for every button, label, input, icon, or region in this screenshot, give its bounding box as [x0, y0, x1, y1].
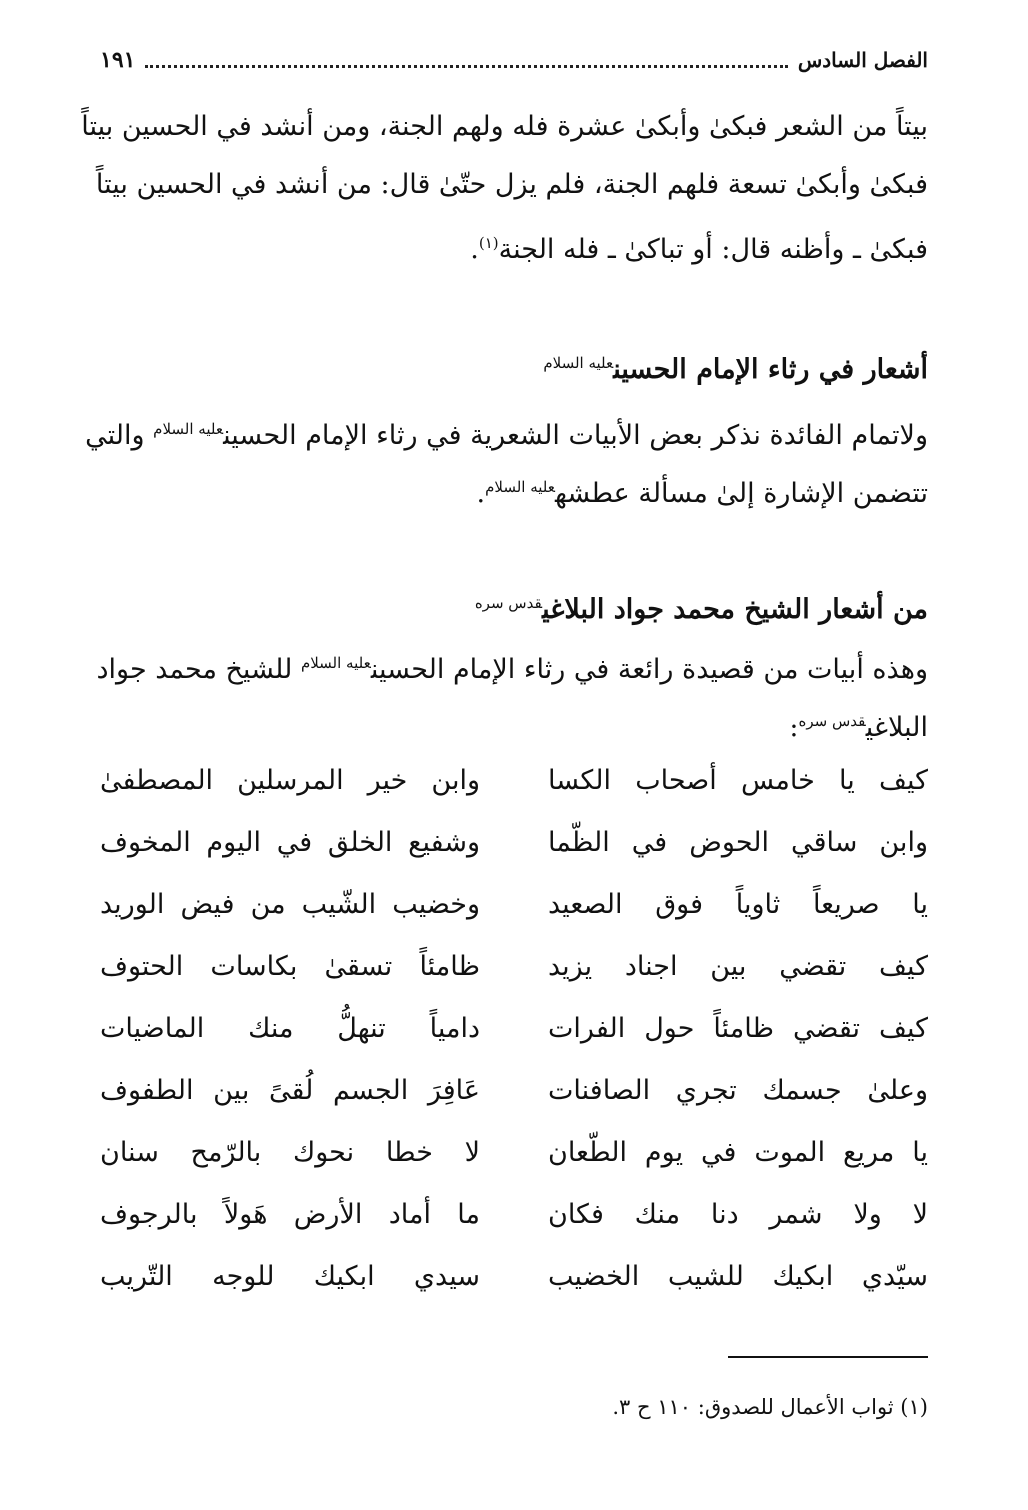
verse-first-hemistich: كيف تقضي ظامئاً حول الفرات: [548, 1013, 928, 1044]
section-heading-husain-elegy: [100, 334, 928, 392]
poem-verse: [100, 1246, 928, 1308]
poem-verse: [100, 1122, 928, 1184]
poem-verse: [100, 750, 928, 812]
poem-verse: [100, 812, 928, 874]
honorific-glyph: قدس سره: [798, 712, 866, 730]
section-heading-text: أشعار في رثاء الإمام الحسين: [613, 354, 928, 385]
intro-line-3: [100, 214, 928, 272]
verse-second-hemistich: وابن خير المرسلين المصطفىٰ: [100, 765, 480, 796]
poem-verse: [100, 936, 928, 998]
poem-verse: [100, 1184, 928, 1246]
verse-second-hemistich: وخضيب الشّيب من فيض الوريد: [100, 889, 480, 920]
verse-second-hemistich: دامياً تنهلُّ منك الماضيات: [100, 1013, 480, 1044]
page-number: ١٩١: [100, 47, 136, 73]
section2-line-1-end: للشيخ محمد جواد: [96, 654, 293, 685]
verse-first-hemistich: لا ولا شمر دنا منك فكان: [548, 1199, 928, 1230]
section1-line-2: [100, 458, 928, 516]
section2-paragraph: [96, 634, 928, 750]
verse-second-hemistich: سيدي ابكيك للوجه التّريب: [100, 1261, 480, 1292]
book-page: [81, 0, 928, 1510]
verse-first-hemistich: يا مريع الموت في يوم الطّعان: [548, 1137, 928, 1168]
section-heading-balaghi: [100, 574, 928, 632]
honorific-glyph: قدس سره: [474, 594, 543, 612]
footnote: (١) ثواب الأعمال للصدوق: ١١٠ ح ٣.: [612, 1395, 928, 1419]
section1-paragraph: [85, 400, 928, 516]
verse-first-hemistich: يا صريعاً ثاوياً فوق الصعيد: [548, 889, 928, 920]
poem-verse: [100, 874, 928, 936]
footnote-marker[interactable]: (١): [478, 234, 499, 252]
header-dot-leader: [145, 65, 787, 68]
verse-second-hemistich: ما أماد الأرض هَولاً بالرجوف: [100, 1199, 480, 1230]
honorific-glyph: عليه السلام: [543, 354, 614, 372]
section2-line-1-text: وهذه أبيات من قصيدة رائعة في رثاء الإمام الحسين: [370, 654, 928, 685]
verse-first-hemistich: سيّدي ابكيك للشيب الخضيب: [548, 1261, 928, 1292]
section2-line-2-end: :: [789, 712, 799, 743]
verse-first-hemistich: وعلىٰ جسمك تجري الصافنات: [548, 1075, 928, 1106]
poem-verse: [100, 1060, 928, 1122]
poem: [100, 750, 928, 1308]
section1-line-1-text: ولاتمام الفائدة نذكر بعض الأبيات الشعرية في رثاء الإمام الحسين: [223, 420, 928, 451]
section2-line-2-text: البلاغي: [865, 712, 928, 743]
honorific-glyph: عليه السلام: [485, 478, 555, 496]
honorific-glyph: عليه السلام: [300, 654, 371, 672]
section1-line-2-text: تتضمن الإشارة إلىٰ مسألة عطشه: [554, 478, 928, 509]
section1-line-1-end: والتي: [85, 420, 145, 451]
intro-end-punct: .: [470, 234, 479, 265]
verse-second-hemistich: ظامئاً تسقىٰ بكاسات الحتوف: [100, 951, 480, 982]
chapter-title: الفصل السادس: [797, 48, 928, 72]
section-heading-text: من أشعار الشيخ محمد جواد البلاغي: [542, 594, 928, 625]
footnote-separator: [728, 1356, 928, 1358]
verse-second-hemistich: عَافِرَ الجسم لُقىً بين الطفوف: [100, 1075, 480, 1106]
section1-line-1: [85, 400, 928, 458]
running-header: [100, 40, 928, 80]
intro-paragraph: [81, 98, 928, 272]
verse-first-hemistich: كيف يا خامس أصحاب الكسا: [548, 765, 928, 796]
section1-line-2-end: .: [476, 478, 486, 509]
verse-second-hemistich: وشفيع الخلق في اليوم المخوف: [100, 827, 480, 858]
intro-line-2: فبكىٰ وأبكىٰ تسعة فلهم الجنة، فلم يزل حتّىٰ قال: من أنشد في الحسين بيتاً: [95, 169, 928, 200]
section2-line-2: [100, 692, 928, 750]
intro-line-3-text: فبكىٰ ـ وأظنه قال: أو تباكىٰ ـ فله الجنة: [498, 234, 928, 265]
honorific-glyph: عليه السلام: [153, 420, 224, 438]
verse-first-hemistich: كيف تقضي بين اجناد يزيد: [548, 951, 928, 982]
verse-first-hemistich: وابن ساقي الحوض في الظّما: [548, 827, 928, 858]
verse-second-hemistich: لا خطا نحوك بالرّمح سنان: [100, 1137, 480, 1168]
poem-verse: [100, 998, 928, 1060]
intro-line-1: بيتاً من الشعر فبكىٰ وأبكىٰ عشرة فله ولهم الجنة، ومن أنشد في الحسين بيتاً: [81, 111, 928, 142]
section2-line-1: [96, 634, 928, 692]
